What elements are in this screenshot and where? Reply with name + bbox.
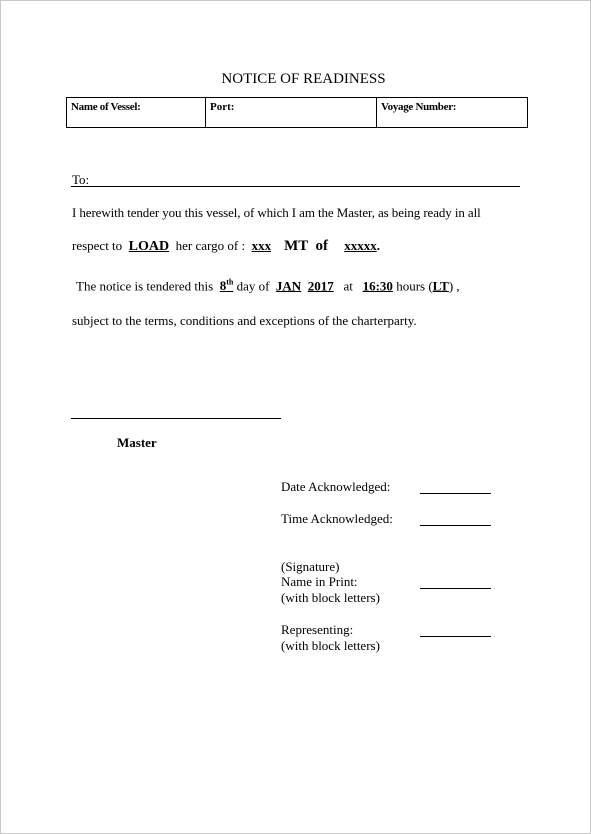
port-cell[interactable]: Port:	[206, 98, 377, 127]
cargo-statement-line	[72, 238, 380, 255]
day-number: 8	[219, 278, 227, 294]
cargo-quantity-value: xxx	[251, 238, 272, 253]
tender-statement-line: I herewith tender you this vessel, of which I am the Master, as being ready in all	[72, 205, 481, 220]
to-field-line[interactable]	[71, 186, 520, 187]
hours-close-text: ) ,	[448, 278, 460, 294]
notice-time-line	[76, 278, 460, 294]
document-title: NOTICE OF READINESS	[221, 71, 386, 87]
block-letters-note-1: (with block letters)	[281, 590, 380, 605]
charterparty-terms-line: subject to the terms, conditions and exceptions of the charterparty.	[72, 313, 417, 328]
representing-field[interactable]	[420, 636, 491, 637]
vessel-info-table	[66, 97, 528, 128]
cargo-of-text: her cargo of :	[175, 238, 246, 253]
timezone-value: LT	[432, 278, 449, 294]
signature-label: (Signature)	[281, 559, 340, 574]
tendered-this-text: The notice is tendered this	[76, 278, 214, 294]
respect-to-text: respect to	[72, 238, 123, 253]
name-in-print-field[interactable]	[420, 588, 491, 589]
block-letters-note-2: (with block letters)	[281, 638, 380, 653]
hours-text: hours (	[396, 278, 433, 294]
at-text: at	[343, 278, 353, 294]
day-suffix: th	[226, 278, 234, 287]
year-value: 2017	[307, 278, 334, 294]
cargo-period: .	[376, 238, 380, 253]
name-in-print-label: Name in Print:	[281, 574, 358, 589]
master-label: Master	[117, 435, 157, 450]
to-label: To:	[72, 172, 90, 187]
date-acknowledged-label: Date Acknowledged:	[281, 479, 391, 494]
master-signature-line[interactable]	[71, 418, 281, 419]
time-acknowledged-label: Time Acknowledged:	[281, 511, 393, 526]
vessel-name-cell[interactable]: Name of Vessel:	[67, 98, 206, 127]
cargo-name-value: xxxxx	[344, 238, 377, 253]
unit-of-text: MT of	[284, 238, 328, 254]
day-value	[220, 278, 234, 293]
month-value: JAN	[275, 278, 302, 294]
day-of-text: day of	[236, 278, 270, 294]
time-value: 16:30	[362, 278, 393, 294]
date-acknowledged-field[interactable]	[420, 493, 491, 494]
operation-value: LOAD	[128, 239, 170, 254]
time-acknowledged-field[interactable]	[420, 525, 491, 526]
representing-label: Representing:	[281, 622, 354, 637]
voyage-number-cell[interactable]: Voyage Number:	[381, 101, 457, 113]
